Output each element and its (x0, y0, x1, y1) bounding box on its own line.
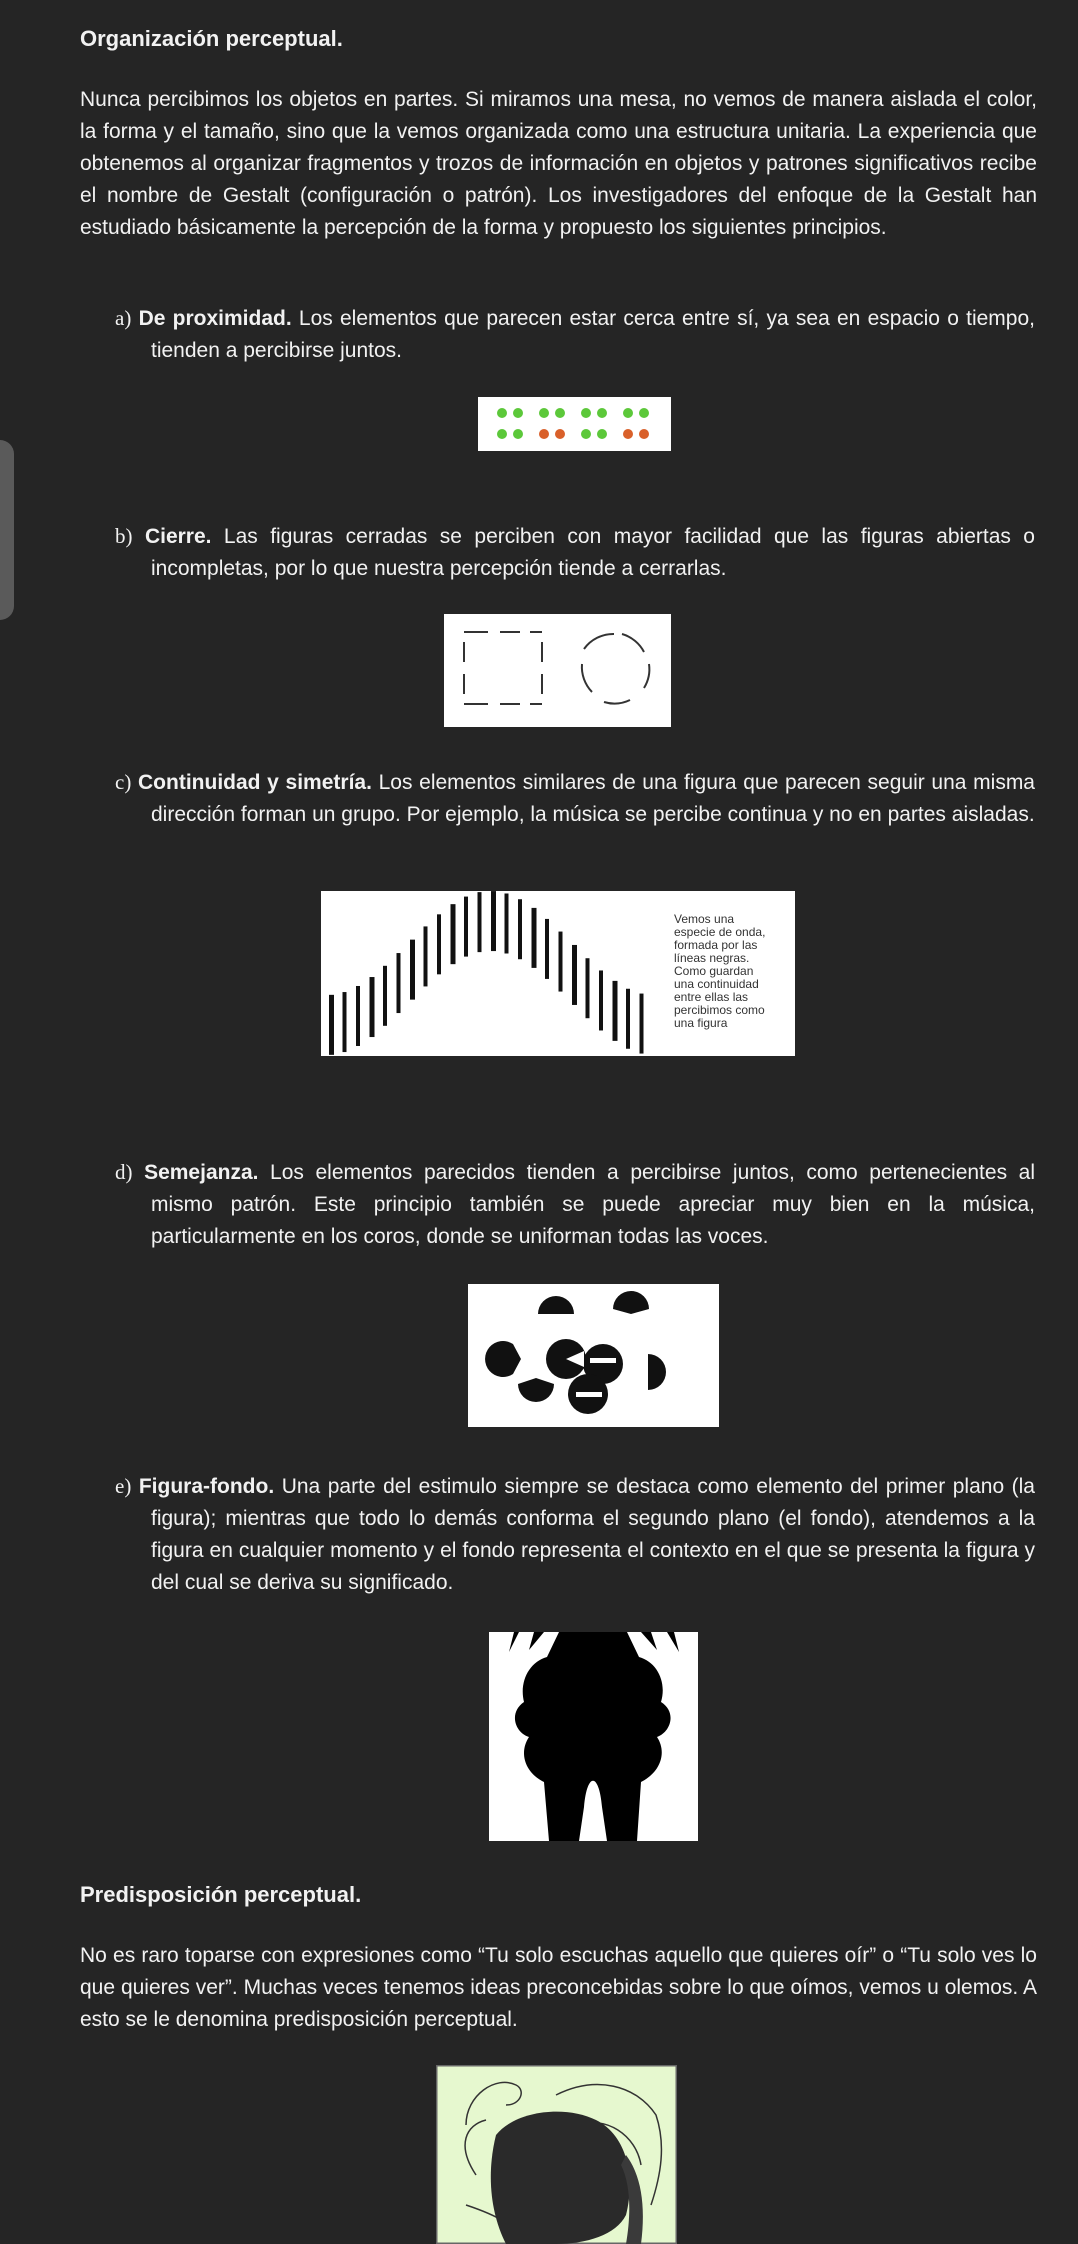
wave-bar (532, 908, 537, 968)
principle-title: De proximidad. (138, 307, 292, 330)
principle-title: Cierre. (144, 525, 212, 548)
caption-line: líneas negras. (674, 951, 750, 965)
principle-e (115, 1470, 1035, 1599)
figure-predisposition-illusion (436, 2065, 677, 2244)
side-scroll-handle[interactable] (0, 440, 14, 620)
wave-bar (559, 932, 563, 992)
figure-proximity (478, 397, 671, 451)
principle-title: Figura-fondo. (138, 1475, 275, 1498)
principle-marker: b) (115, 524, 133, 548)
old-young-woman-illusion-image (436, 2065, 677, 2244)
wave-bar (383, 966, 387, 1026)
caption-line: formada por las (674, 938, 758, 952)
caption-line: entre ellas las (674, 990, 749, 1004)
figure-ground-image (489, 1632, 698, 1841)
wave-bar (613, 981, 618, 1041)
wave-bar (464, 897, 468, 957)
caption-line: Vemos una (674, 912, 735, 926)
closure-shapes-image (444, 614, 671, 727)
paragraph-predisposicion: No es raro toparse con expresiones como “Tu solo escuchas aquello que quieres oír” o “Tu solo ves lo que quieres ver”. Muchas veces tenemos ideas preconcebidas sobre lo que oímos, vemos u olemos. A esto se le denomina predisposición perceptual. (80, 1944, 1037, 2031)
wave-bar (437, 914, 441, 974)
wave-bar (397, 953, 401, 1013)
continuity-caption (674, 913, 792, 1030)
principle-marker: d) (115, 1160, 133, 1184)
principle-text: Las figuras cerradas se perciben con mayor facilidad que las figuras abiertas o incompletas, por lo que nuestra percepción tiende a cerrarlas. (151, 525, 1035, 580)
caption-line: una figura (674, 1016, 728, 1030)
principle-d (115, 1156, 1035, 1253)
paragraph-organizacion: Nunca percibimos los objetos en partes. Si miramos una mesa, no vemos de manera aislada el color, la forma y el tamaño, sino que la vemos organizada como una estructura unitaria. La experiencia que obtenemos al organizar fragmentos y trozos de información en objetos y patrones significativos recibe el nombre de Gestalt (configuración o patrón). Los investigadores del enfoque de la Gestalt han estudiado básicamente la percepción de la forma y propuesto los siguientes principios. (80, 88, 1037, 239)
principle-b (115, 520, 1035, 585)
wave-bar (343, 992, 347, 1052)
wave-bar (586, 958, 590, 1018)
caption-line: Como guardan (674, 964, 754, 978)
principle-title: Continuidad y simetría. (138, 771, 372, 794)
section-title-predisposicion: Predisposición perceptual. (80, 1882, 362, 1907)
principle-c (115, 766, 1035, 831)
wave-bar (329, 995, 334, 1055)
wave-bar (424, 926, 428, 986)
wave-bar (478, 892, 482, 952)
principle-title: Semejanza. (144, 1161, 259, 1184)
principle-text: Los elementos que parecen estar cerca entre sí, ya sea en espacio o tiempo, tienden a percibirse juntos. (151, 307, 1035, 362)
section-title-organizacion: Organización perceptual. (80, 26, 343, 51)
wave-bar (451, 904, 456, 964)
figure-similarity (468, 1284, 719, 1427)
principle-marker: e) (115, 1474, 132, 1498)
wave-bar (356, 986, 360, 1046)
principle-text: Los elementos parecidos tienden a percibirse juntos, como pertenecientes al mismo patrón. Este principio también se puede apreciar muy bien en la música, particularmente en los coros, donde se uniforman todas las voces. (151, 1161, 1035, 1248)
wave-bar (572, 945, 577, 1005)
principle-text: Una parte del estimulo siempre se destaca como elemento del primer plano (la figura); mientras que todo lo demás conforma el segundo plano (el fondo), atendemos a la figura en cualquier momento y el fondo representa el contexto en el que se presenta la figura y del cual se deriva su significado. (151, 1475, 1035, 1594)
principle-text: Los elementos similares de una figura que parecen seguir una misma dirección forman un grupo. Por ejemplo, la música se percibe continua y no en partes aisladas. (151, 771, 1035, 826)
caption-line: percibimos como (674, 1003, 765, 1017)
principle-a (115, 302, 1035, 367)
figure-closure (444, 614, 671, 727)
wave-bar (505, 893, 509, 953)
proximity-dots-image (478, 397, 671, 451)
wave-bar (626, 989, 630, 1049)
wave-bar (410, 940, 415, 1000)
figure-continuity (321, 891, 795, 1056)
principle-marker: a) (115, 306, 132, 330)
principle-marker: c) (115, 770, 132, 794)
wave-bar (370, 977, 375, 1037)
wave-bar (599, 970, 603, 1030)
wave-bar (640, 994, 644, 1054)
figure-figure-ground (489, 1632, 698, 1841)
wave-bar (491, 891, 496, 951)
wave-bar (518, 899, 522, 959)
wave-bar (545, 919, 549, 979)
caption-line: especie de onda, (674, 925, 766, 939)
caption-line: una continuidad (674, 977, 759, 991)
similarity-pacman-image (468, 1284, 719, 1427)
